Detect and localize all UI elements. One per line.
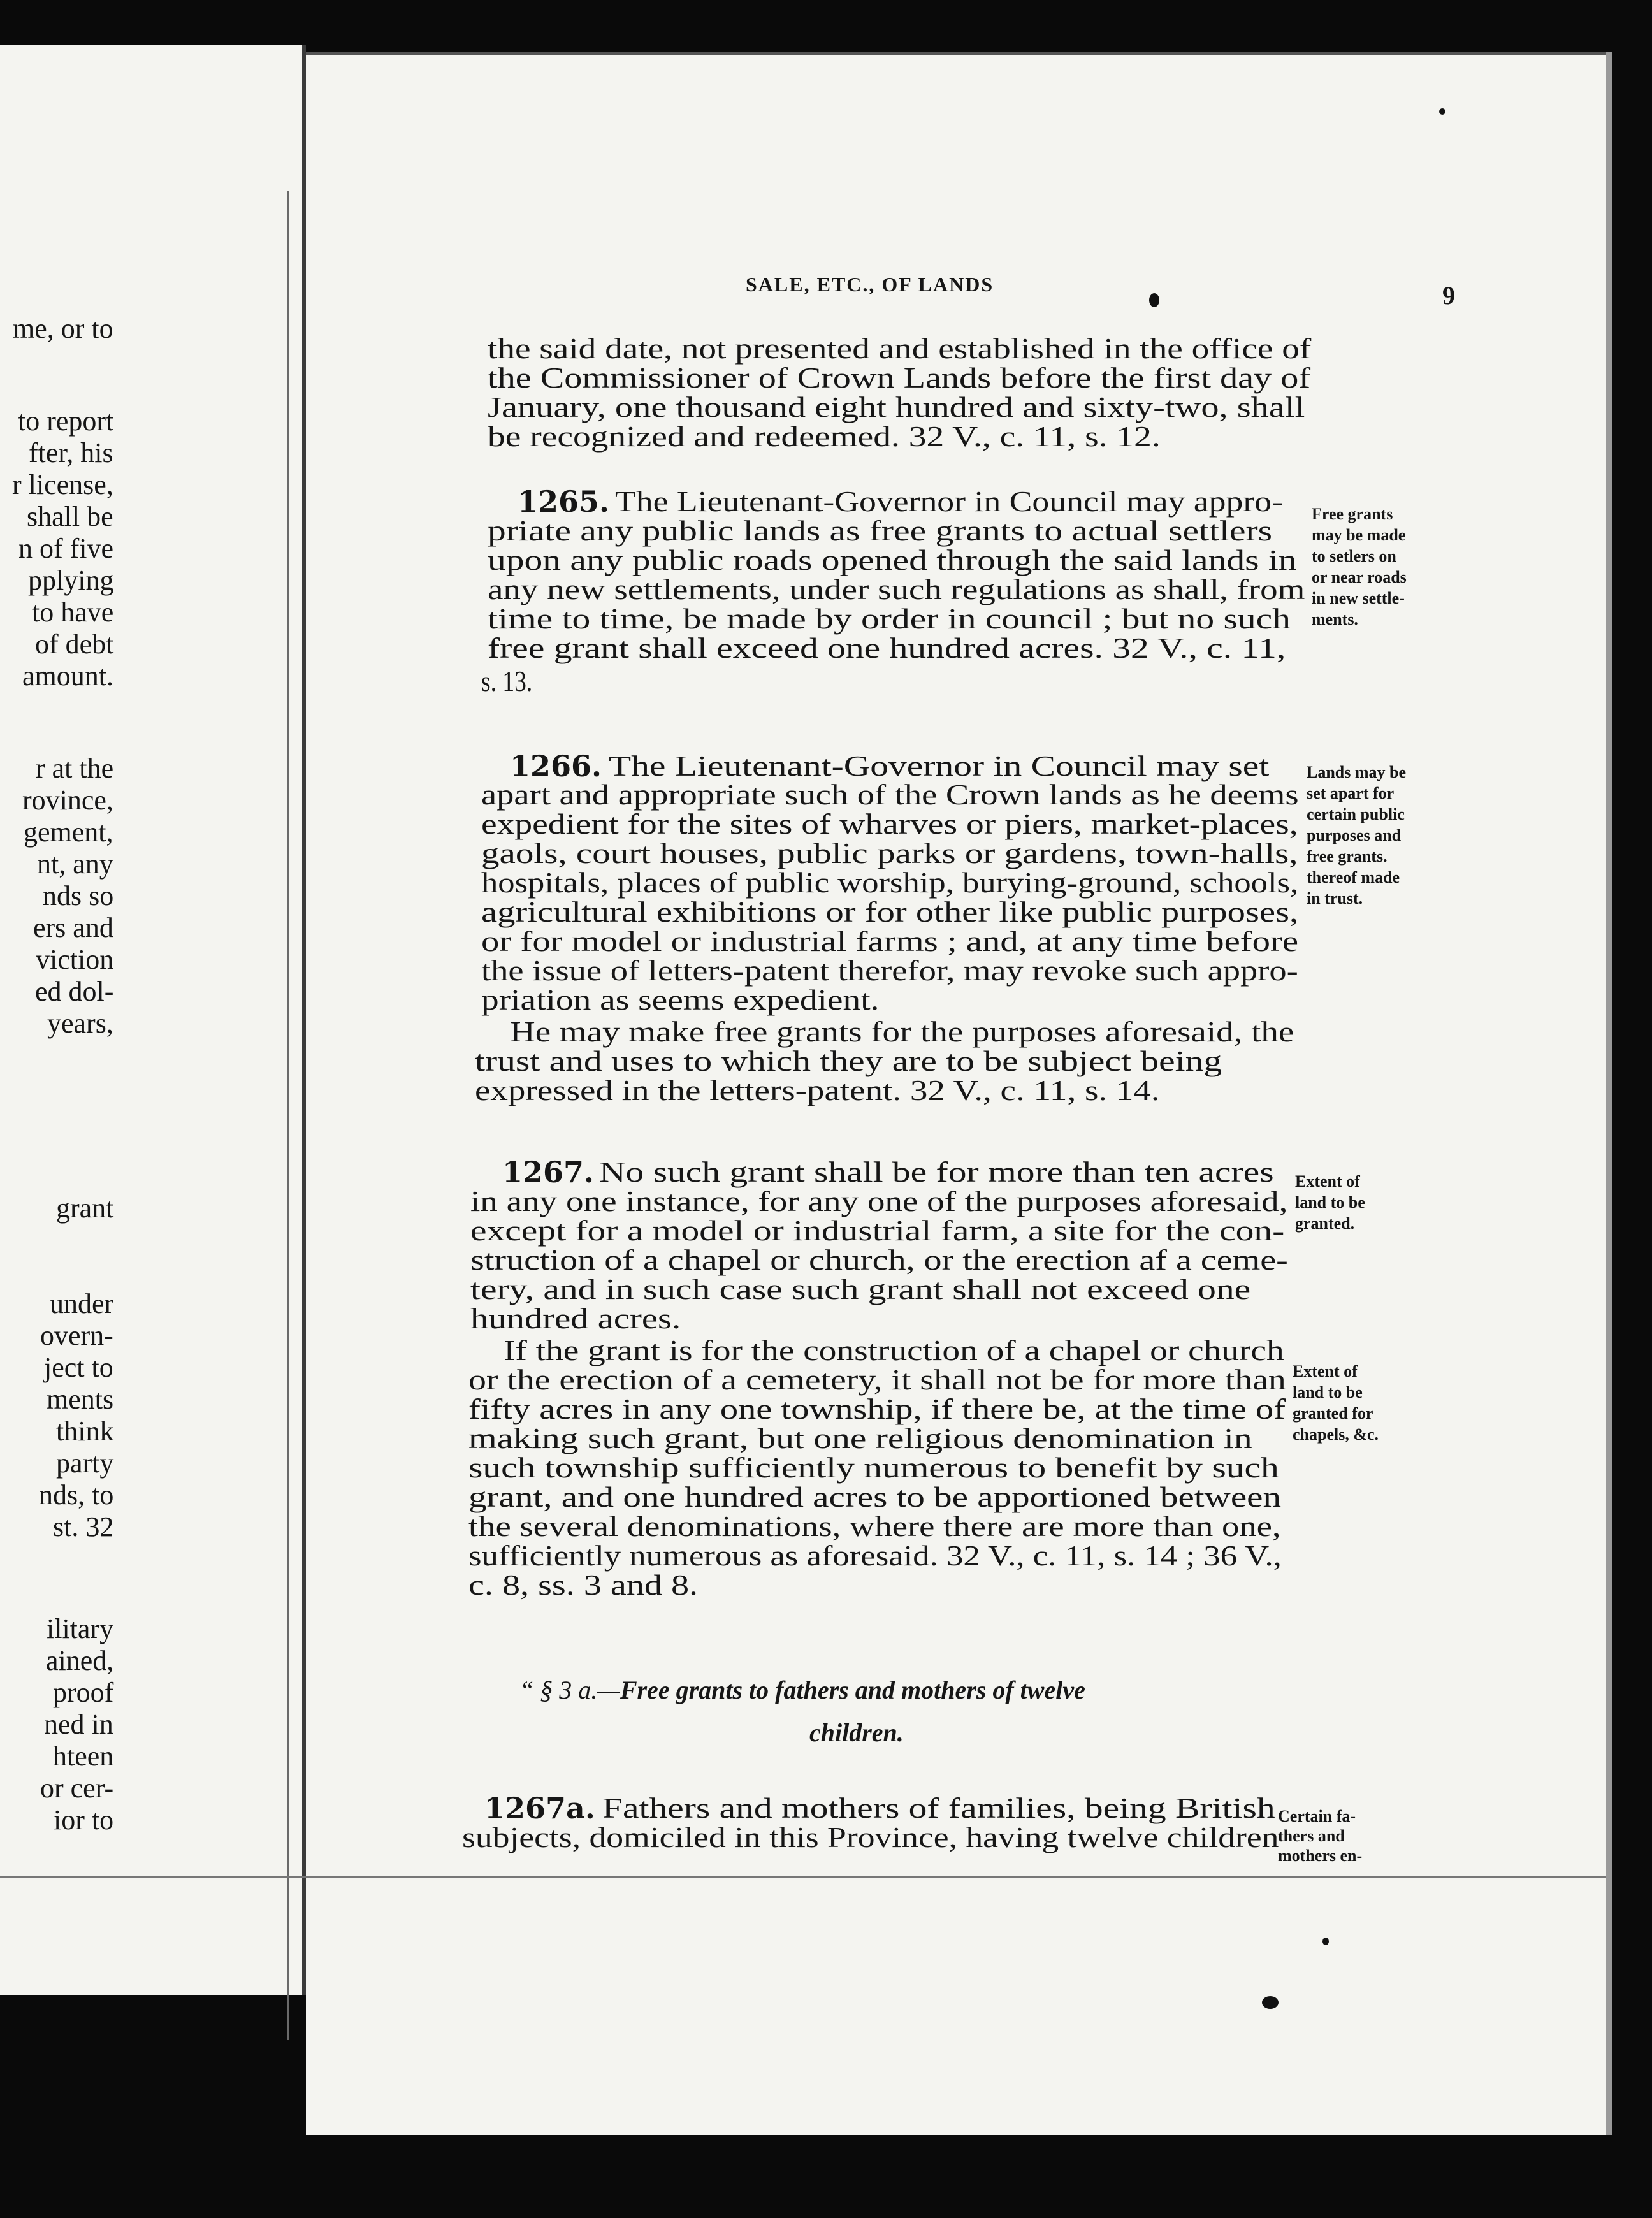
speck xyxy=(1439,108,1446,115)
section-number: 1267a. xyxy=(484,1791,595,1825)
marginal-note-line: or near roads xyxy=(1312,568,1407,586)
left-page-fragment: gement, xyxy=(24,816,113,848)
body-text-line: such township sufficiently numerous to benefit by such xyxy=(468,1451,1279,1484)
body-text-line: s. 13. xyxy=(481,665,533,697)
marginal-note-line: Certain fa- xyxy=(1278,1807,1356,1825)
body-text-line: grant, and one hundred acres to be apportioned between xyxy=(468,1481,1281,1513)
left-page-fragment: pplying xyxy=(28,565,114,596)
marginal-note-line: thers and xyxy=(1278,1827,1345,1845)
left-page-fragment: viction xyxy=(36,944,114,975)
marginal-note-line: Extent of xyxy=(1295,1172,1360,1191)
body-text-line: subjects, domiciled in this Province, having twelve children xyxy=(462,1821,1279,1853)
left-page-fragment: ments xyxy=(47,1384,114,1415)
marginal-note-line: may be made xyxy=(1312,526,1406,544)
left-page-fragment: amount. xyxy=(22,660,113,692)
section-number: 1266. xyxy=(510,749,602,783)
right-edge xyxy=(1606,52,1612,2135)
left-page-fragment: fter, his xyxy=(29,437,113,468)
marginal-note-line: chapels, &c. xyxy=(1293,1425,1379,1444)
marginal-note-line: thereof made xyxy=(1307,868,1400,887)
top-edge-line xyxy=(306,52,1612,55)
speck xyxy=(1322,1938,1329,1945)
body-text-line: sufficiently numerous as aforesaid. 32 V., c. 11, s. 14 ; 36 V., xyxy=(468,1539,1282,1572)
body-text-line: expedient for the sites of wharves or piers, market-places, xyxy=(481,808,1298,840)
body-text-line: be recognized and redeemed. 32 V., c. 11, s. 12. xyxy=(488,420,1161,453)
body-text-line: upon any public roads opened through the said lands in xyxy=(488,544,1297,576)
left-page-fragment: nt, any xyxy=(37,848,113,880)
left-page-fragment: st. 32 xyxy=(53,1511,114,1542)
left-page-fragment: to have xyxy=(32,597,114,628)
body-text-line: the issue of letters-patent therefor, may revoke such appro- xyxy=(481,954,1298,987)
body-text-line: except for a model or industrial farm, a site for the con- xyxy=(470,1214,1285,1247)
fold-shadow xyxy=(287,191,289,2040)
left-page-fragment: hteen xyxy=(53,1741,114,1772)
section-heading-prefix: “ § 3 a.— xyxy=(519,1676,620,1704)
left-page-fragment: grant xyxy=(56,1192,114,1224)
body-text-line: hospitals, places of public worship, burying-ground, schools, xyxy=(481,866,1299,899)
body-text-line: tery, and in such case such grant shall not exceed one xyxy=(470,1273,1251,1305)
speck xyxy=(1149,293,1159,307)
left-page-fragment: think xyxy=(56,1416,114,1447)
marginal-note-line: land to be xyxy=(1293,1383,1363,1402)
body-text-line: The Lieutenant-Governor in Council may appro- xyxy=(615,485,1283,518)
marginal-note-line: Free grants xyxy=(1312,505,1393,523)
body-text-line: apart and appropriate such of the Crown lands as he deems xyxy=(481,778,1299,811)
section-heading xyxy=(519,1675,1085,1705)
left-page-fragment: or cer- xyxy=(40,1772,114,1804)
body-text-line: the said date, not presented and established in the office of xyxy=(488,332,1312,365)
body-text-line: If the grant is for the construction of a chapel or church xyxy=(504,1334,1284,1366)
left-page-fragment: me, or to xyxy=(13,313,113,344)
bottom-rule xyxy=(0,1876,1612,1878)
left-page-fragment: ior to xyxy=(54,1804,114,1836)
marginal-note-line: to setlers on xyxy=(1312,547,1396,565)
body-text-line: or for model or industrial farms ; and, at any time before xyxy=(481,925,1299,957)
left-page-fragment: nds so xyxy=(43,880,114,911)
body-text-line: free grant shall exceed one hundred acres. 32 V., c. 11, xyxy=(488,632,1286,664)
body-text-line: struction of a chapel or church, or the erection af a ceme- xyxy=(470,1243,1288,1276)
section-number: 1265. xyxy=(518,484,610,519)
body-text-line: fifty acres in any one township, if there be, at the time of xyxy=(468,1393,1286,1425)
body-text-line: the Commissioner of Crown Lands before the first day of xyxy=(488,361,1311,394)
left-page-fragment: party xyxy=(56,1447,114,1479)
body-text-line: the several denominations, where there are more than one, xyxy=(468,1510,1281,1542)
body-text-line: c. 8, ss. 3 and 8. xyxy=(468,1569,699,1601)
marginal-note-line: land to be xyxy=(1295,1193,1365,1212)
body-text-line: time to time, be made by order in council ; but no such xyxy=(488,602,1291,635)
body-text-line: No such grant shall be for more than ten acres xyxy=(599,1156,1274,1188)
left-page-fragment: ers and xyxy=(33,912,113,943)
body-text-line: priation as seems expedient. xyxy=(481,983,880,1016)
left-page-fragment: years, xyxy=(47,1008,113,1039)
body-text-line: hundred acres. xyxy=(470,1302,681,1335)
marginal-note-line: in trust. xyxy=(1307,889,1363,908)
section-heading-line1: Free grants to fathers and mothers of twelve xyxy=(620,1676,1085,1704)
body-text-line: making such grant, but one religious denomination in xyxy=(468,1422,1252,1454)
body-text-line: He may make free grants for the purposes aforesaid, the xyxy=(510,1015,1294,1048)
body-text-line: Fathers and mothers of families, being British xyxy=(602,1792,1275,1824)
marginal-note-line: Lands may be xyxy=(1307,763,1407,781)
left-page-fragment: shall be xyxy=(27,501,113,532)
left-page-fragment: of debt xyxy=(35,628,114,660)
left-page-fragment: ject to xyxy=(44,1352,113,1383)
marginal-note-line: Extent of xyxy=(1293,1362,1358,1381)
left-page-fragment: n of five xyxy=(18,533,114,564)
body-text-line: January, one thousand eight hundred and sixty-two, shall xyxy=(488,391,1305,423)
left-page-fragment: ed dol- xyxy=(35,976,114,1007)
body-text-line: in any one instance, for any one of the purposes aforesaid, xyxy=(470,1185,1288,1217)
body-text-line: any new settlements, under such regulations as shall, from xyxy=(488,573,1305,605)
marginal-note-line: certain public xyxy=(1307,805,1405,823)
marginal-note-line: mothers en- xyxy=(1278,1846,1363,1865)
section-heading-line2: children. xyxy=(809,1718,904,1747)
running-header: SALE, ETC., OF LANDS xyxy=(746,273,994,296)
left-page-fragment: overn- xyxy=(40,1320,113,1351)
left-page-fragment: ned in xyxy=(44,1709,113,1740)
left-page-fragment: to report xyxy=(18,405,114,437)
left-page-fragment: ained, xyxy=(46,1645,114,1676)
left-page-fragment: r at the xyxy=(36,753,114,784)
marginal-note-line: set apart for xyxy=(1307,784,1395,802)
marginal-note-line: in new settle- xyxy=(1312,589,1405,607)
marginal-note-line: granted. xyxy=(1295,1214,1355,1233)
left-page-fragment: under xyxy=(50,1288,114,1319)
page-number: 9 xyxy=(1442,281,1456,310)
left-page-fragment: rovince, xyxy=(22,785,113,816)
left-page-fragment: proof xyxy=(53,1677,114,1708)
body-text-line: or the erection of a cemetery, it shall not be for more than xyxy=(468,1363,1286,1396)
marginal-note-line: granted for xyxy=(1293,1404,1373,1423)
marginal-note-line: ments. xyxy=(1312,610,1358,628)
body-text-line: agricultural exhibitions or for other like public purposes, xyxy=(481,895,1299,928)
left-page-fragment: r license, xyxy=(12,469,113,500)
body-text-line: trust and uses to which they are to be subject being xyxy=(475,1045,1222,1077)
body-text-line: The Lieutenant-Governor in Council may set xyxy=(609,750,1270,782)
body-text-line: expressed in the letters-patent. 32 V., c. 11, s. 14. xyxy=(475,1074,1160,1106)
body-text-line: priate any public lands as free grants to actual settlers xyxy=(488,514,1273,547)
body-text-line: gaols, court houses, public parks or gardens, town-halls, xyxy=(481,837,1298,869)
left-page-fragment: ilitary xyxy=(47,1613,114,1644)
marginal-note-line: purposes and xyxy=(1307,826,1402,844)
left-page-fragment: nds, to xyxy=(39,1479,114,1511)
section-number: 1267. xyxy=(502,1155,595,1189)
speck xyxy=(1262,1996,1279,2009)
marginal-note-line: free grants. xyxy=(1307,847,1388,866)
